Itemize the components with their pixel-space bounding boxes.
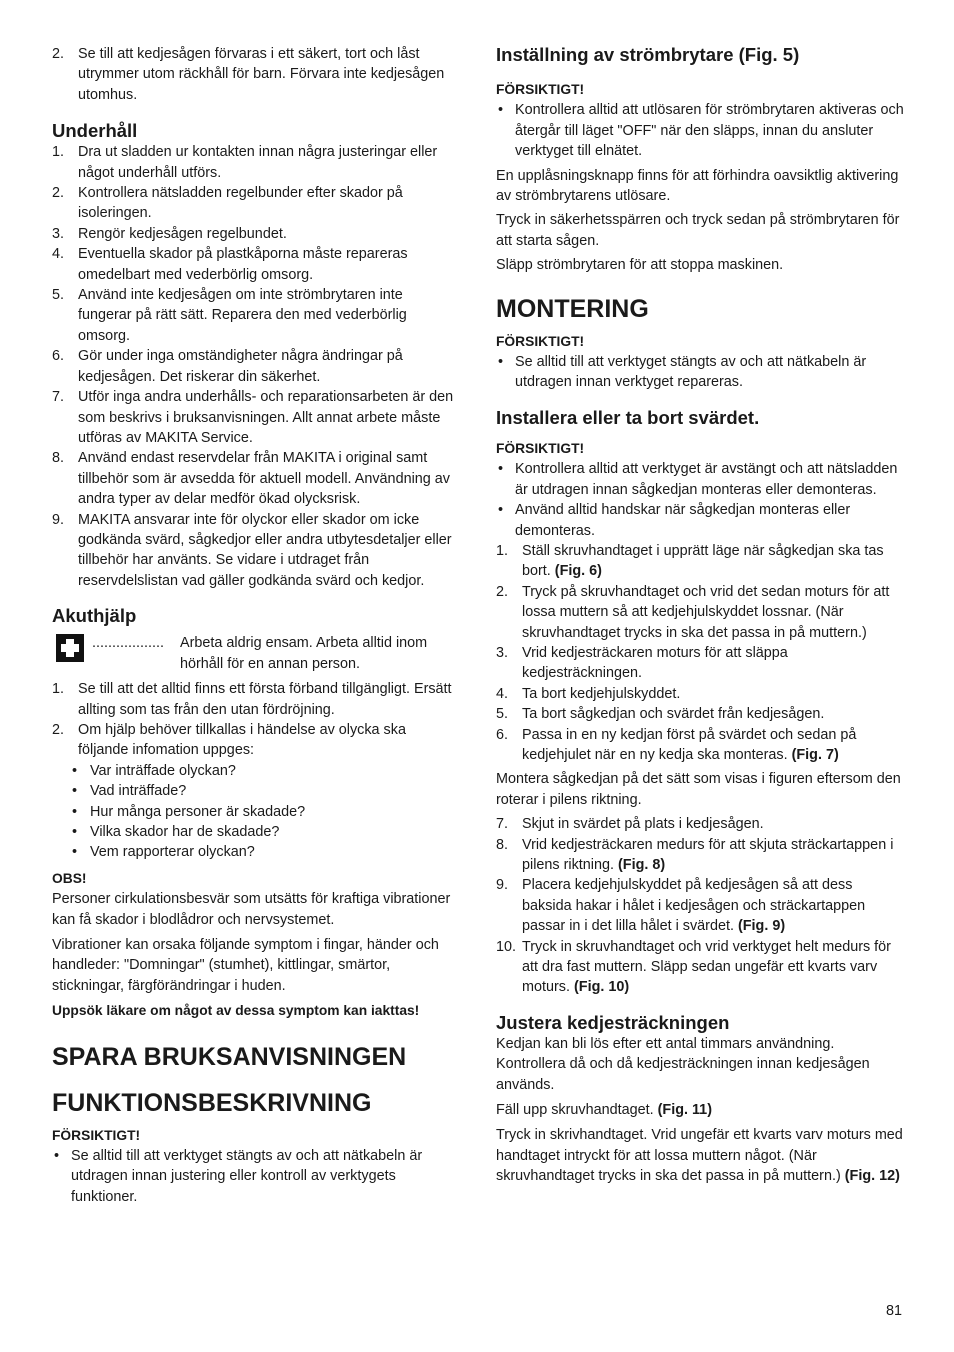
list-item: • Använd alltid handskar när sågkedjan monteras eller demonteras.	[498, 502, 851, 539]
list-item: 7. Skjut in svärdet på plats i kedjesågen.	[496, 816, 764, 833]
list-item: 3. Vrid kedjesträckaren moturs för att släppa kedjesträckningen.	[496, 644, 788, 682]
tension-heading: Justera kedjesträckningen	[496, 1011, 730, 1033]
obs-label: OBS!	[52, 870, 87, 886]
maintenance-heading: Underhåll	[52, 120, 138, 142]
list-item: 6. Passa in en ny kedjan först på svärdet och sedan på kedjehjulet när en ny kedja ska monteras. (Fig. 7)	[496, 726, 857, 763]
list-item: 10. Tryck in skruvhandtaget och vrid verktyget helt medurs för att dra fast muttern. Släpp sedan ungefär ett kvarts varv moturs. (Fig. 10)	[496, 938, 891, 996]
bar-steps	[496, 541, 904, 765]
first-aid-list	[52, 679, 456, 761]
left-column	[52, 44, 456, 1207]
list-item: • Hur många personer är skadade?	[72, 803, 306, 820]
list-item: 2. Om hjälp behöver tillkallas i händelse av olycka ska följande infomation uppges:	[52, 721, 406, 759]
list-item: 1. Se till att det alltid finns ett första förband tillgängligt. Ersätt allting som tas från den utan fördröjning.	[52, 681, 452, 718]
list-item: • Vad inträffade?	[72, 783, 187, 800]
switch-bullets	[496, 100, 904, 161]
list-item: 5. Ta bort sågkedjan och svärdet från kedjesågen.	[496, 706, 825, 723]
right-column	[496, 44, 904, 1187]
switch-text-3: Släpp strömbrytaren för att stoppa maskinen.	[496, 257, 784, 274]
maintenance-list	[52, 142, 456, 591]
list-item: 4. Eventuella skador på plastkåporna måste repareras omedelbart med vederbörlig omsorg.	[52, 246, 408, 283]
tension-text-1: Kedjan kan bli lös efter ett antal timmars användning. Kontrollera då och då kedjesträckningen innan kedjesågen används.	[496, 1035, 870, 1093]
bar-bullets	[496, 459, 904, 541]
save-manual-heading: SPARA BRUKSANVISNINGEN	[52, 1042, 407, 1071]
assembly-bullets	[496, 352, 904, 393]
switch-heading: Inställning av strömbrytare (Fig. 5)	[496, 44, 800, 65]
list-item: • Se alltid till att verktyget stängts av och att nätkabeln är utdragen innan verktyget repareras.	[498, 354, 867, 391]
list-item: 4. Ta bort kedjehjulskyddet.	[496, 685, 681, 702]
list-item: • Kontrollera alltid att utlösaren för strömbrytaren aktiveras och återgår till läget "OFF" när den släpps, innan du ansluter verktyget till elnätet.	[498, 102, 904, 160]
list-item: 7. Utför inga andra underhålls- och reparationsarbeten är den som beskrivs i bruksanvisningen. Allt annat arbete måste utföras av MAKITA Service.	[52, 389, 454, 446]
page-number: 81	[885, 1303, 902, 1319]
list-item: 8. Vrid kedjesträckaren medurs för att skjuta sträckartappen i pilens riktning. (Fig. 8)	[496, 836, 894, 873]
list-item: • Vem rapporterar olyckan?	[72, 844, 255, 861]
vibration-text: Vibrationer kan orsaka följande symptom i fingar, händer och handleder: "Domningar" (stumhet), kittlingar, smärtor, stickningar, färgförändringar i huden.	[52, 937, 439, 994]
caution-label: FÖRSIKTIGT!	[496, 82, 585, 97]
question-list	[52, 761, 456, 863]
mount-note: Montera sågkedjan på det sätt som visas i figuren eftersom den roterar i pilens riktning.	[496, 771, 901, 808]
doctor-warning: Uppsök läkare om något av dessa symptom kan iakttas!	[52, 1003, 420, 1019]
leader-dots: ..................	[92, 635, 164, 652]
caution-label: FÖRSIKTIGT!	[496, 333, 585, 349]
function-heading: FUNKTIONSBESKRIVNING	[52, 1088, 372, 1117]
list-item: • Var inträffade olyckan?	[72, 762, 236, 779]
switch-text-1: En upplåsningsknapp finns för att förhindra oavsiktlig aktivering av strömbrytarens utlösare.	[496, 167, 899, 205]
list-item: 2. Kontrollera nätsladden regelbunder efter skador på isoleringen.	[52, 185, 403, 222]
bar-steps-continued	[496, 814, 904, 998]
function-bullets	[52, 1146, 456, 1207]
first-aid-notice	[52, 633, 456, 679]
list-item: • Se alltid till att verktyget stängts av och att nätkabeln är utdragen innan justering eller kontroll av verktygets funktioner.	[54, 1148, 423, 1205]
list-item: 3. Rengör kedjesågen regelbundet.	[52, 225, 287, 242]
list-item: 8. Använd endast reservdelar från MAKITA i original samt tillbehör som är avsedda för aktuell modell. Användning av andra typer av delar medför ökad olycksrisk.	[52, 450, 450, 508]
assembly-heading: MONTERING	[496, 294, 649, 323]
tension-text-2: Fäll upp skruvhandtaget. (Fig. 11)	[496, 1102, 712, 1119]
list-item: 6. Gör under inga omständigheter några ändringar på kedjesågen. Det riskerar din säkerhet.	[52, 348, 403, 385]
first-aid-heading: Akuthjälp	[52, 605, 137, 627]
bar-heading: Installera eller ta bort svärdet.	[496, 406, 760, 428]
list-item: 2. Tryck på skruvhandtaget och vrid det sedan moturs för att lossa muttern så att kedjehjulskyddet lossnar. (När skruvhandtaget trycks in ska det passa in på muttern.)	[496, 583, 890, 641]
first-aid-line: Arbeta aldrig ensam. Arbeta alltid inom hörhåll för en annan person.	[180, 635, 428, 672]
caution-label: FÖRSIKTIGT!	[52, 1127, 141, 1143]
obs-text: Personer cirkulationsbesvär som utsätts för kraftiga vibrationer kan få skador i blodlådror och nervsystemet.	[52, 891, 451, 928]
first-aid-cross-icon	[56, 634, 84, 662]
list-item: • Kontrollera alltid att verktyget är avstängt och att nätsladden är utdragen innan sågkedjan monteras eller demonteras.	[498, 461, 898, 498]
list-item: 2. Se till att kedjesågen förvaras i ett säkert, tort och låst utrymmer utom räckhåll för barn. Förvara inte kedjesågen utomhus.	[52, 46, 445, 103]
storage-list	[52, 44, 456, 105]
list-item: 9. MAKITA ansvarar inte för olyckor eller skador om icke godkända svärd, sågkedjor eller andra utbytesdetaljer eller tillbehör har använts. Se vidare i utdraget från reservdelslistan vad gäller godkända svärd och kedjor.	[52, 511, 452, 589]
list-item: 1. Ställ skruvhandtaget i upprätt läge när sågkedjan ska tas bort. (Fig. 6)	[496, 542, 884, 580]
tension-text-3: Tryck in skrivhandtaget. Vrid ungefär ett kvarts varv moturs med handtaget intryckt för att lossa muttern något. (När skruvhandtaget trycks in ska det passa in på muttern.) (Fig. 12)	[496, 1127, 903, 1185]
list-item: 5. Använd inte kedjesågen om inte strömbrytaren inte fungerar på rätt sätt. Reparera den med vederbörlig omsorg.	[52, 287, 407, 344]
list-item: • Vilka skador har de skadade?	[72, 824, 280, 840]
list-item: 1. Dra ut sladden ur kontakten innan några justeringar eller något underhåll utförs.	[52, 144, 438, 181]
list-item: 9. Placera kedjehjulskyddet på kedjesågen så att dess baksida hakar i hålet i kedjesågen och sträckartappen passar in i det lilla hålet i svärdet. (Fig. 9)	[496, 877, 866, 935]
caution-label: FÖRSIKTIGT!	[496, 440, 585, 456]
switch-text-2: Tryck in säkerhetsspärren och tryck sedan på strömbrytaren för att starta sågen.	[496, 212, 900, 249]
